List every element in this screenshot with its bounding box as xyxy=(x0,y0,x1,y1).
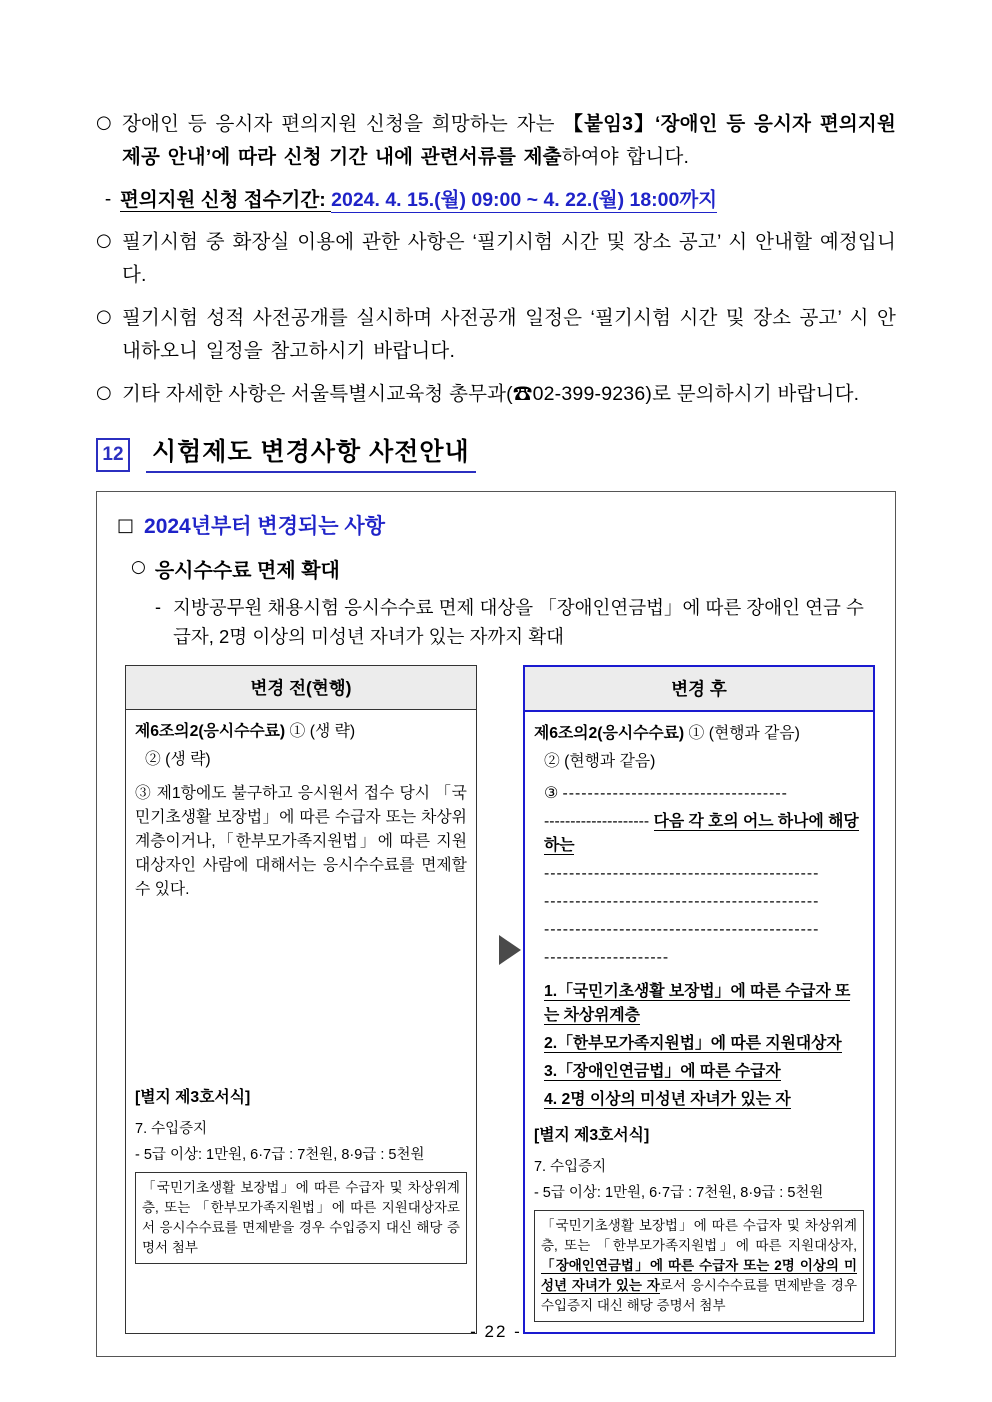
after-list-item-text: 1.「국민기초생활 보장법」에 따른 수급자 또는 차상위계층 xyxy=(543,983,851,1024)
subsection-title: 응시수수료 면제 확대 xyxy=(154,560,340,582)
before-article-label: 제6조의2(응시수수료) xyxy=(135,723,286,740)
before-column-header: 변경 전(현행) xyxy=(126,666,476,710)
after-note-prefix: 「국민기초생활 보장법」에 따른 수급자 및 차상위계층, 또는 「한부모가족지원법」에 따른 지원대상자, xyxy=(540,1218,857,1253)
bullet-item xyxy=(96,226,896,292)
bullet-segment-plain: 장애인 등 응시자 편의지원 신청을 희망하는 자는 xyxy=(122,113,564,135)
after-line-3-text xyxy=(534,810,864,858)
dash-item-application-period xyxy=(96,184,896,216)
bullet-marker-circle: ○ xyxy=(96,382,112,403)
before-form-title: [별지 제3호서식] xyxy=(135,1089,251,1106)
after-line-3-dashes-2: -------------------- xyxy=(543,813,650,830)
after-line-3-underlined: 다음 각 호의 어느 하나에 해당하는 xyxy=(543,813,859,854)
before-article-rest: ① (생 략) xyxy=(285,723,356,740)
dash-text xyxy=(120,184,896,216)
before-paragraph-3: ③ 제1항에도 불구하고 응시원서 접수 당시 「국민기초생활 보장법」에 따른 수급자 또는 차상위 계층이거나,「한부모가족지원법」에 따른 지원대상자인 사람에 대해서는 응시수수료를 면제할 수 있다. xyxy=(135,785,467,898)
after-form-item: 7. 수입증지 xyxy=(533,1159,607,1175)
bullet-item xyxy=(96,108,896,174)
before-line-2: ② (생 략) xyxy=(145,751,211,768)
after-article-label: 제6조의2(응시수수료) xyxy=(533,725,685,742)
section-heading xyxy=(96,437,896,473)
dash-marker: - xyxy=(104,189,112,210)
bullet-text xyxy=(122,378,896,411)
after-note-suffix: 로서 응시수수료를 면제받을 경우 수입증지 대신 해당 증명서 첨부 xyxy=(540,1278,857,1313)
section-number-badge: 12 xyxy=(96,438,130,472)
changes-box-title-row xyxy=(117,510,875,540)
after-line-3-dashes: ------------------------------------ xyxy=(562,785,788,802)
after-dash-row: -------------------------------------------- xyxy=(543,921,820,938)
after-list-item-text: 3.「장애인연금법」에 따른 수급자 xyxy=(543,1063,781,1080)
after-line-2: ② (현행과 같음) xyxy=(543,753,656,770)
before-spacer xyxy=(135,906,467,1056)
comparison-tables xyxy=(125,665,875,1334)
bullet-item xyxy=(96,302,896,368)
square-bullet-icon: □ xyxy=(117,514,135,536)
contact-prefix: 기타 자세한 사항은 서울특별시교육청 총무과(☎ xyxy=(122,383,533,405)
bullet-text: 필기시험 중 화장실 이용에 관한 사항은 ‘필기시험 시간 및 장소 공고’ 시 안내할 예정입니다. xyxy=(122,231,896,286)
after-list-item-text: 2.「한부모가족지원법」에 따른 지원대상자 xyxy=(543,1035,842,1052)
subsection-detail xyxy=(155,593,875,651)
after-dash-row: -------------------- xyxy=(543,949,670,966)
before-form-item: 7. 수입증지 xyxy=(135,1121,208,1137)
before-column-body xyxy=(126,710,476,1274)
after-form-detail: - 5급 이상: 1만원, 6·7급 : 7천원, 8·9급 : 5천원 xyxy=(533,1185,824,1201)
before-line-1 xyxy=(135,720,467,744)
after-list-item xyxy=(534,1060,864,1084)
after-list-item xyxy=(534,1088,864,1112)
after-list-item-text: 4. 2명 이상의 미성년 자녀가 있는 자 xyxy=(543,1091,791,1108)
contact-suffix: )로 문의하시기 바랍니다. xyxy=(645,383,860,405)
after-column-header: 변경 후 xyxy=(525,667,873,712)
after-article-rest: ① (현행과 같음) xyxy=(684,725,800,742)
arrow-right-icon xyxy=(499,935,521,965)
contact-phone: 02-399-9236 xyxy=(532,383,646,405)
dash-value-date: 2024. 4. 15.(월) 09:00 ~ 4. 22.(월) 18:00까지 xyxy=(331,189,718,211)
dash-label: 편의지원 신청 접수기간: xyxy=(120,189,332,211)
changes-box-title: 2024년부터 변경되는 사항 xyxy=(144,515,385,538)
changes-box xyxy=(96,491,896,1357)
before-form-detail: - 5급 이상: 1만원, 6·7급 : 7천원, 8·9급 : 5천원 xyxy=(135,1147,425,1163)
after-list-item xyxy=(534,980,864,1028)
after-item-number: ③ xyxy=(543,785,559,802)
after-line-1 xyxy=(534,722,864,746)
page-number: - 22 - xyxy=(470,1322,522,1341)
after-dash-row: -------------------------------------------- xyxy=(543,865,820,882)
after-dash-row: -------------------------------------------- xyxy=(543,893,820,910)
after-note-bold: 「장애인연금법」에 따른 수급자 또는 2명 이상의 미성년 자녀가 있는 자 xyxy=(540,1258,857,1293)
page-content xyxy=(96,108,896,1357)
circle-bullet-icon: ○ xyxy=(131,557,146,577)
bullet-segment-tail: 하여야 합니다. xyxy=(561,146,690,168)
bullet-text: 필기시험 성적 사전공개를 실시하며 사전공개 일정은 ‘필기시험 시간 및 장소 공고’ 시 안내하오니 일정을 참고하시기 바랍니다. xyxy=(122,307,896,362)
before-form-note: 「국민기초생활 보장법」에 따른 수급자 및 차상위계층, 또는 「한부모가족지원법」에 따른 지원대상자로서 응시수수료를 면제받을 경우 수입증지 대신 해당 증명서 첨부 xyxy=(135,1172,467,1264)
subsection-heading xyxy=(131,554,875,583)
after-list-item xyxy=(534,1032,864,1056)
after-line-3-prefix xyxy=(534,782,864,806)
bullet-text xyxy=(122,108,896,174)
bullet-marker-circle: ○ xyxy=(96,306,112,327)
after-column xyxy=(523,665,875,1334)
before-column xyxy=(125,665,477,1334)
bullet-segment-bold: 【붙임3】‘장애인 등 응시자 편의지원 제공 안내’에 따라 신청 기간 내에 관련서류를 제출 xyxy=(122,113,896,168)
dash-marker: - xyxy=(155,597,161,617)
section-title: 시험제도 변경사항 사전안내 xyxy=(146,437,476,473)
subsection-detail-text: 지방공무원 채용시험 응시수수료 면제 대상을 「장애인연금법」에 따른 장애인 연금 수급자, 2명 이상의 미성년 자녀가 있는 자까지 확대 xyxy=(173,597,864,647)
bullet-marker-circle: ○ xyxy=(96,112,112,133)
bullet-item-contact xyxy=(96,378,896,411)
bullet-marker-circle: ○ xyxy=(96,230,112,251)
after-form-note xyxy=(534,1210,864,1322)
after-column-body xyxy=(525,712,873,1332)
after-form-title: [별지 제3호서식] xyxy=(533,1127,650,1144)
